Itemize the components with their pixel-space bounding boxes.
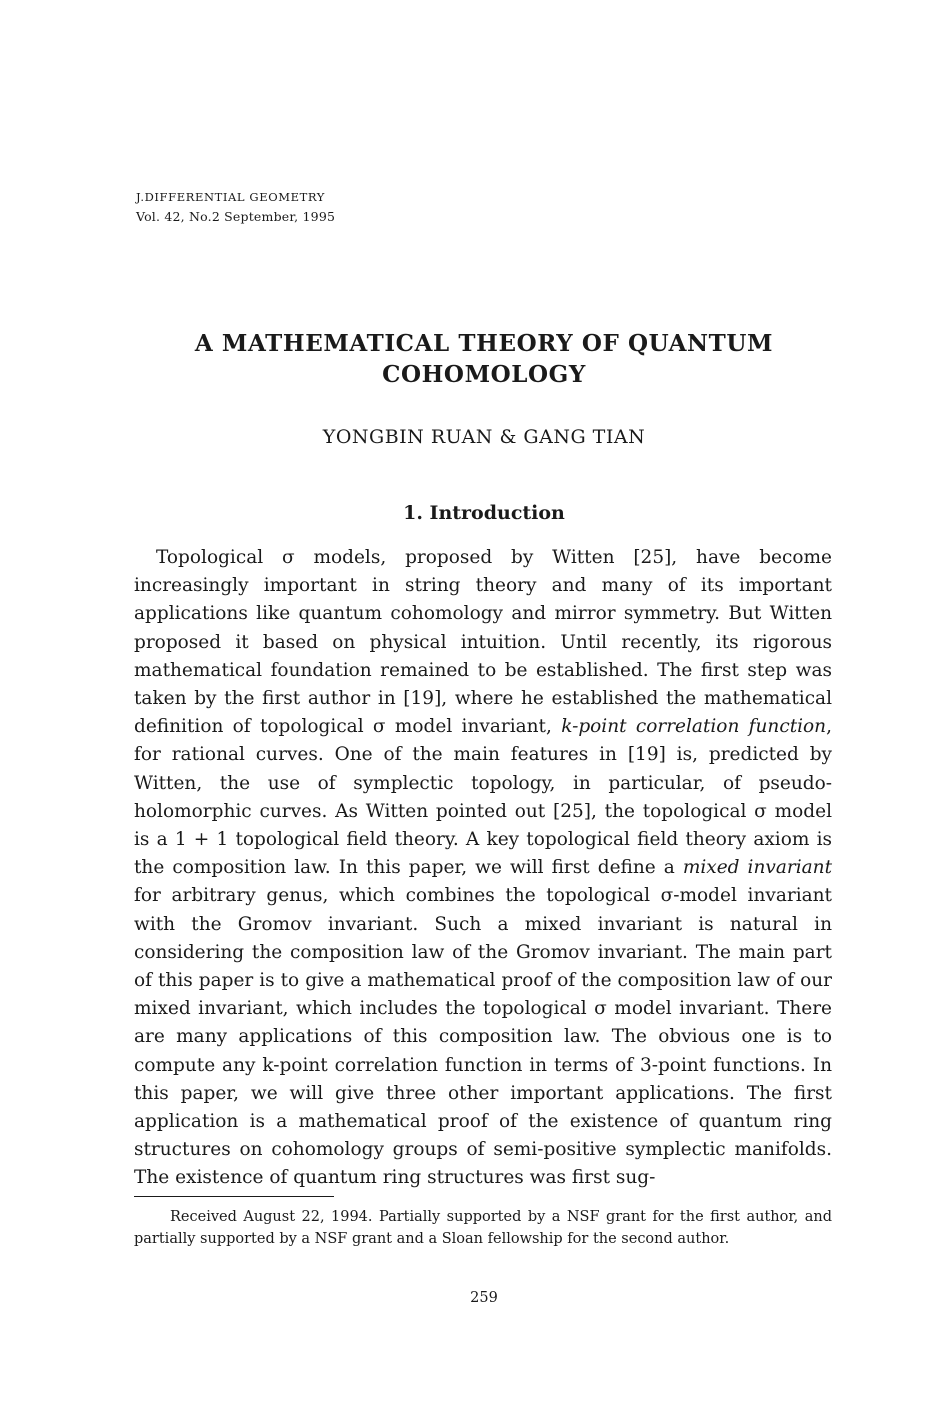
paper-title: A MATHEMATICAL THEORY OF QUANTUM COHOMOLOGY [194, 330, 774, 388]
body-text-part-1: Topological σ models, proposed by Witten [25], have become increasingly important in string theory and many of its important applications like quantum cohomology and mirror symmetry. But Witten proposed it based on physical intuition. Until recently, its rigorous mathematical foundation remained to be established. The first step was taken by the first author in [19], where he established the mathematical definition of topological σ model invariant, [134, 547, 832, 738]
body-text-part-3: for arbitrary genus, which combines the topological σ-model invariant with the Gromov invariant. Such a mixed invariant is natural in considering the composition law of the Gromov invariant. The main part of this paper is to give a mathematical proof of the composition law of our mixed invariant, which includes the topological σ model invariant. There are many applications of this composition law. The obvious one is to compute any k-point correlation function in terms of 3-point functions. In this paper, we will give three other important applications. The first application is a mathematical proof of the existence of quantum ring structures on cohomology groups of semi-positive symplectic manifolds. The existence of quantum ring structures was first sug- [134, 885, 832, 1189]
journal-header [136, 188, 335, 226]
emphasis-mixed-invariant: mixed invariant [682, 857, 832, 879]
footnote: Received August 22, 1994. Partially supported by a NSF grant for the first author, and partially supported by a NSF grant and a Sloan fellowship for the second author. [134, 1209, 832, 1247]
journal-name: J.DIFFERENTIAL GEOMETRY [136, 190, 325, 204]
body-text-part-2: , for rational curves. One of the main features in [19] is, predicted by Witten, the use of symplectic topology, in particular, of pseudo-holomorphic curves. As Witten pointed out [25], the topological σ model is a 1 + 1 topological field theory. A key topological field theory axiom is the composition law. In this paper, we will first define a [134, 716, 832, 879]
volume-info: Vol. 42, No.2 September, 1995 [136, 209, 336, 224]
paper-authors: YONGBIN RUAN & GANG TIAN [322, 426, 646, 448]
page-number: 259 [470, 1290, 498, 1306]
introduction-paragraph [134, 544, 832, 1193]
footnote-divider [134, 1196, 334, 1197]
section-heading: 1. Introduction [403, 502, 565, 524]
emphasis-k-point-correlation: k-point correlation function [561, 716, 827, 738]
